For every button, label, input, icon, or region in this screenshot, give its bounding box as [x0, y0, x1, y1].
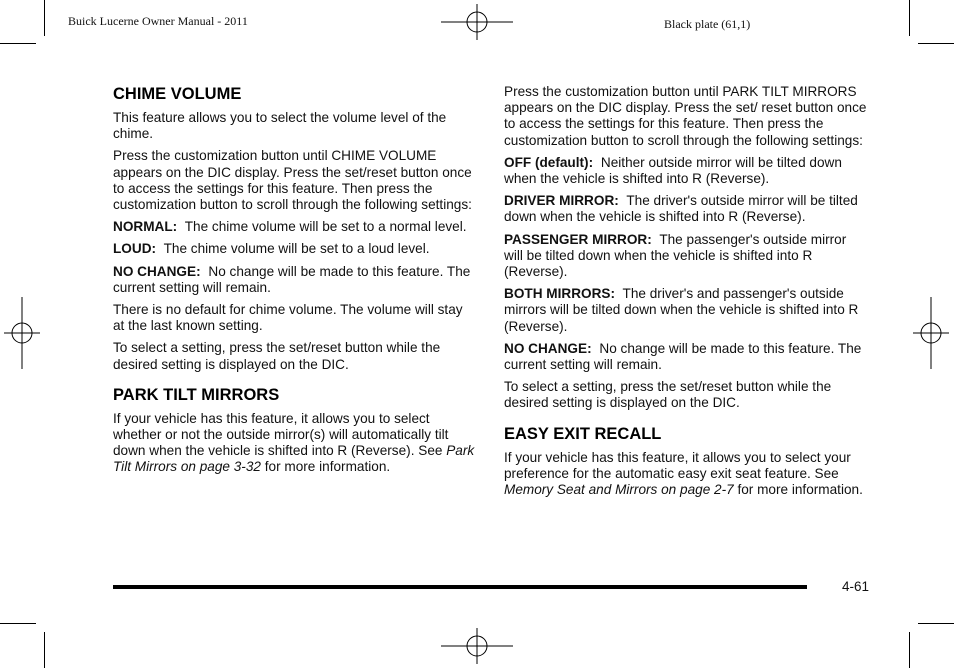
setting-driver-mirror: [504, 193, 868, 225]
section-title-easy-exit-recall: EASY EXIT RECALL: [504, 424, 662, 443]
text-run: for more information.: [260, 459, 391, 475]
text-run: for more information.: [733, 482, 863, 498]
setting-description: Neither outside mirror will be tilted down when the vehicle is shifted into R (Reverse).: [504, 154, 842, 187]
crop-mark: [909, 632, 910, 668]
setting-loud: [113, 241, 477, 257]
setting-term: NO CHANGE:: [504, 340, 592, 356]
paragraph: To select a setting, press the set/reset button while the desired setting is displayed on the DIC.: [113, 340, 441, 372]
paragraph: To select a setting, press the set/reset button while the desired setting is displayed on the DIC.: [504, 379, 832, 411]
setting-no-change: [113, 264, 477, 296]
header-plate-label: Black plate (61,1): [664, 17, 751, 31]
setting-description: The driver's outside mirror will be tilted down when the vehicle is shifted into R (Reverse).: [504, 193, 858, 225]
setting-term: PASSENGER MIRROR:: [504, 231, 652, 247]
header-manual-title: Buick Lucerne Owner Manual - 2011: [68, 14, 248, 28]
crop-mark: [44, 0, 45, 36]
right-column: [504, 84, 868, 504]
paragraph: This feature allows you to select the volume level of the chime.: [113, 110, 447, 142]
setting-description: The chime volume will be set to a loud level.: [163, 241, 430, 257]
paragraph: Press the customization button until CHIME VOLUME appears on the DIC display. Press the set/reset button once to access the settings for this feature. Then press the customization button to scroll through the following settings:: [113, 148, 472, 213]
crop-mark: [909, 0, 910, 36]
setting-term: DRIVER MIRROR:: [504, 193, 619, 209]
paragraph: [504, 450, 868, 499]
footer-rule: [113, 585, 807, 589]
setting-both-mirrors: [504, 286, 868, 335]
registration-mark-icon: [913, 297, 949, 369]
setting-term: OFF (default):: [504, 154, 594, 170]
setting-description: No change will be made to this feature. The current setting will remain.: [504, 340, 862, 373]
setting-description: The chime volume will be set to a normal level.: [184, 219, 467, 235]
text-run: If your vehicle has this feature, it allows you to select whether or not the outside mirror(s) will automatically tilt down when the vehicle is shifted into R (Reverse). See: [113, 410, 449, 459]
setting-term: BOTH MIRRORS:: [504, 286, 616, 302]
cross-reference-link[interactable]: Park Tilt Mirrors on page 3-32: [113, 443, 475, 475]
registration-mark-icon: [4, 297, 40, 369]
registration-mark-icon: [441, 4, 513, 40]
setting-off: [504, 155, 868, 187]
setting-description: The passenger's outside mirror will be tilted down when the vehicle is shifted into R (Reverse).: [504, 231, 847, 280]
left-column: [113, 84, 477, 482]
setting-passenger-mirror: [504, 232, 868, 281]
page-number: 4-61: [842, 579, 870, 594]
paragraph: Press the customization button until PARK TILT MIRRORS appears on the DIC display. Press the set/ reset button once to access the settings for this feature. Then press the customization button to scroll through the following settings:: [504, 84, 867, 148]
setting-term: NO CHANGE:: [113, 263, 201, 279]
crop-mark: [918, 43, 954, 44]
setting-no-change: [504, 341, 868, 373]
crop-mark: [0, 623, 36, 624]
setting-description: No change will be made to this feature. The current setting will remain.: [113, 263, 471, 295]
setting-normal: [113, 219, 477, 235]
crop-mark: [0, 43, 36, 44]
section-title-park-tilt-mirrors: PARK TILT MIRRORS: [113, 385, 280, 404]
cross-reference-link[interactable]: Memory Seat and Mirrors on page 2-7: [504, 482, 734, 498]
text-run: If your vehicle has this feature, it allows you to select your preference for the automatic easy exit seat feature. See: [504, 449, 851, 481]
paragraph: [113, 411, 477, 476]
setting-term: LOUD:: [113, 241, 157, 257]
crop-mark: [44, 632, 45, 668]
registration-mark-icon: [441, 628, 513, 664]
section-title-chime-volume: CHIME VOLUME: [113, 85, 242, 103]
setting-term: NORMAL:: [113, 219, 178, 235]
setting-description: The driver's and passenger's outside mirrors will be tilted down when the vehicle is shifted into R (Reverse).: [504, 286, 859, 334]
paragraph: There is no default for chime volume. The volume will stay at the last known setting.: [113, 302, 463, 334]
crop-mark: [918, 623, 954, 624]
